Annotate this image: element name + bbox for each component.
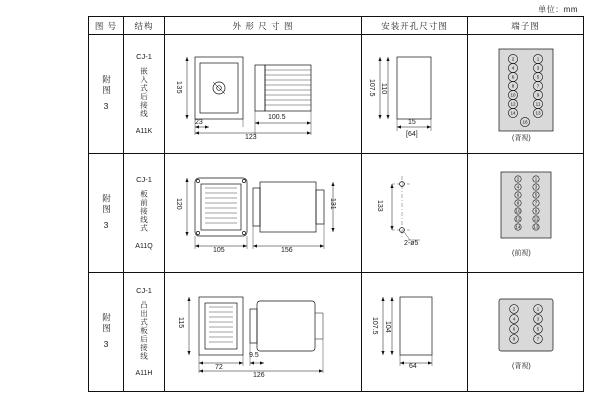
- unit-label: 单位：mm: [538, 5, 578, 14]
- svg-text:3: 3: [534, 184, 538, 190]
- svg-text:6: 6: [511, 74, 515, 80]
- terminal-view-note: (背视): [512, 363, 531, 370]
- row-number-index: 3: [103, 339, 109, 349]
- svg-text:10: 10: [510, 92, 516, 98]
- svg-text:12: 12: [515, 216, 521, 222]
- hole-drawing-cell: [362, 154, 468, 273]
- svg-text:14: 14: [515, 224, 521, 230]
- col-header-structure: 结构: [124, 17, 165, 35]
- svg-text:16: 16: [522, 119, 528, 125]
- svg-text:11: 11: [533, 216, 539, 222]
- table-head: [89, 17, 584, 35]
- col-header-no: 图 号: [89, 17, 124, 35]
- svg-text:12: 12: [510, 101, 516, 107]
- svg-text:2: 2: [512, 306, 516, 312]
- row-number-index: 3: [103, 220, 109, 230]
- svg-text:7: 7: [536, 83, 540, 89]
- outline-dim-115: 115: [177, 317, 184, 329]
- outline-dim-23: 23: [195, 119, 203, 126]
- structure-model: CJ-1: [136, 175, 152, 185]
- outline-dim-105: 105: [213, 247, 225, 254]
- hole-dim-64: 64: [409, 363, 417, 370]
- hole-dim-15: 15: [408, 119, 416, 126]
- hole-dim-107-5: 107.5: [371, 317, 378, 335]
- row-number-label: 附图: [101, 313, 112, 334]
- terminal-drawing-cell: [468, 273, 584, 392]
- outline-drawing-cell: [165, 35, 362, 154]
- outline-drawing-r2: [165, 154, 361, 272]
- structure-type: 凸出式板后接线: [139, 300, 149, 361]
- svg-text:5: 5: [534, 192, 538, 198]
- outline-dim-9-5: 9.5: [249, 352, 259, 359]
- outline-drawing-cell: [165, 273, 362, 392]
- structure-model: CJ-1: [136, 285, 152, 295]
- terminal-drawing-cell: [468, 154, 584, 273]
- row-number-cell: [89, 35, 124, 154]
- structure-model: CJ-1: [136, 52, 152, 61]
- svg-text:5: 5: [536, 74, 540, 80]
- col-header-outline: 外 形 尺 寸 图: [165, 17, 362, 35]
- row-number-label: 附图: [101, 194, 112, 215]
- outline-dim-126: 126: [253, 372, 265, 379]
- dimension-table: [88, 16, 584, 392]
- terminal-drawing-cell: [468, 35, 584, 154]
- structure-code: A11K: [135, 128, 153, 135]
- hole-dim-64: [64]: [406, 131, 418, 138]
- hole-dim-2-d5: 2-ø5: [404, 240, 419, 247]
- structure-type: 板前接线式: [139, 190, 149, 233]
- svg-text:9: 9: [536, 92, 540, 98]
- structure-cell: [124, 273, 165, 392]
- outline-dim-131: 131: [329, 198, 336, 210]
- outline-drawing-r1: [165, 35, 361, 153]
- svg-text:3: 3: [536, 316, 540, 322]
- svg-text:13: 13: [535, 110, 541, 116]
- outline-dim-72: 72: [215, 364, 223, 371]
- structure-code: A11Q: [135, 242, 153, 250]
- structure-cell: [124, 35, 165, 154]
- svg-text:6: 6: [516, 192, 520, 198]
- hole-drawing-cell: [362, 35, 468, 154]
- svg-text:1: 1: [534, 176, 538, 182]
- svg-text:9: 9: [534, 208, 538, 214]
- svg-text:2: 2: [516, 176, 520, 182]
- terminal-diagram-r3: [468, 273, 583, 391]
- svg-text:1: 1: [536, 56, 540, 62]
- col-header-hole: 安装开孔尺寸图: [362, 17, 468, 35]
- svg-text:3: 3: [536, 65, 540, 71]
- svg-text:4: 4: [516, 184, 520, 190]
- svg-text:4: 4: [512, 316, 516, 322]
- row-number-cell: [89, 154, 124, 273]
- row-number-index: 3: [103, 101, 109, 111]
- table-row: [89, 154, 584, 273]
- hole-dim-110: 110: [380, 83, 387, 95]
- svg-text:1: 1: [536, 306, 540, 312]
- hole-drawing-r2: [362, 154, 467, 272]
- svg-text:4: 4: [511, 65, 515, 71]
- svg-text:8: 8: [512, 336, 516, 342]
- terminal-view-note: (前视): [512, 250, 531, 257]
- svg-text:8: 8: [516, 200, 520, 206]
- svg-text:10: 10: [515, 208, 521, 214]
- row-number-cell: [89, 273, 124, 392]
- hole-dim-104: 104: [384, 321, 391, 333]
- outline-drawing-cell: [165, 154, 362, 273]
- svg-text:8: 8: [511, 83, 515, 89]
- svg-text:11: 11: [535, 101, 541, 107]
- hole-drawing-cell: [362, 273, 468, 392]
- svg-text:14: 14: [510, 110, 516, 116]
- col-header-terminal: 端子图: [468, 17, 584, 35]
- svg-text:7: 7: [536, 336, 540, 342]
- table-body: [89, 35, 584, 392]
- row-number-label: 附图: [101, 75, 112, 96]
- hole-dim-107-5: 107.5: [368, 79, 375, 97]
- svg-text:5: 5: [536, 326, 540, 332]
- hole-dim-133: 133: [376, 200, 383, 212]
- outline-dim-120: 120: [175, 198, 182, 210]
- table-row: [89, 273, 584, 392]
- outline-dim-135: 135: [175, 81, 182, 95]
- structure-code: A11H: [135, 370, 153, 378]
- svg-text:7: 7: [534, 200, 538, 206]
- svg-text:2: 2: [511, 56, 515, 62]
- outline-dim-100-5: 100.5: [268, 114, 286, 121]
- outline-dim-123: 123: [245, 134, 257, 141]
- structure-cell: [124, 154, 165, 273]
- svg-text:6: 6: [512, 326, 516, 332]
- svg-text:13: 13: [533, 224, 539, 230]
- outline-dim-156: 156: [281, 247, 293, 254]
- terminal-view-note: (背视): [512, 135, 531, 142]
- structure-type: 嵌入式后接线: [139, 67, 149, 118]
- table-header-row: [89, 17, 584, 35]
- table-row: [89, 35, 584, 154]
